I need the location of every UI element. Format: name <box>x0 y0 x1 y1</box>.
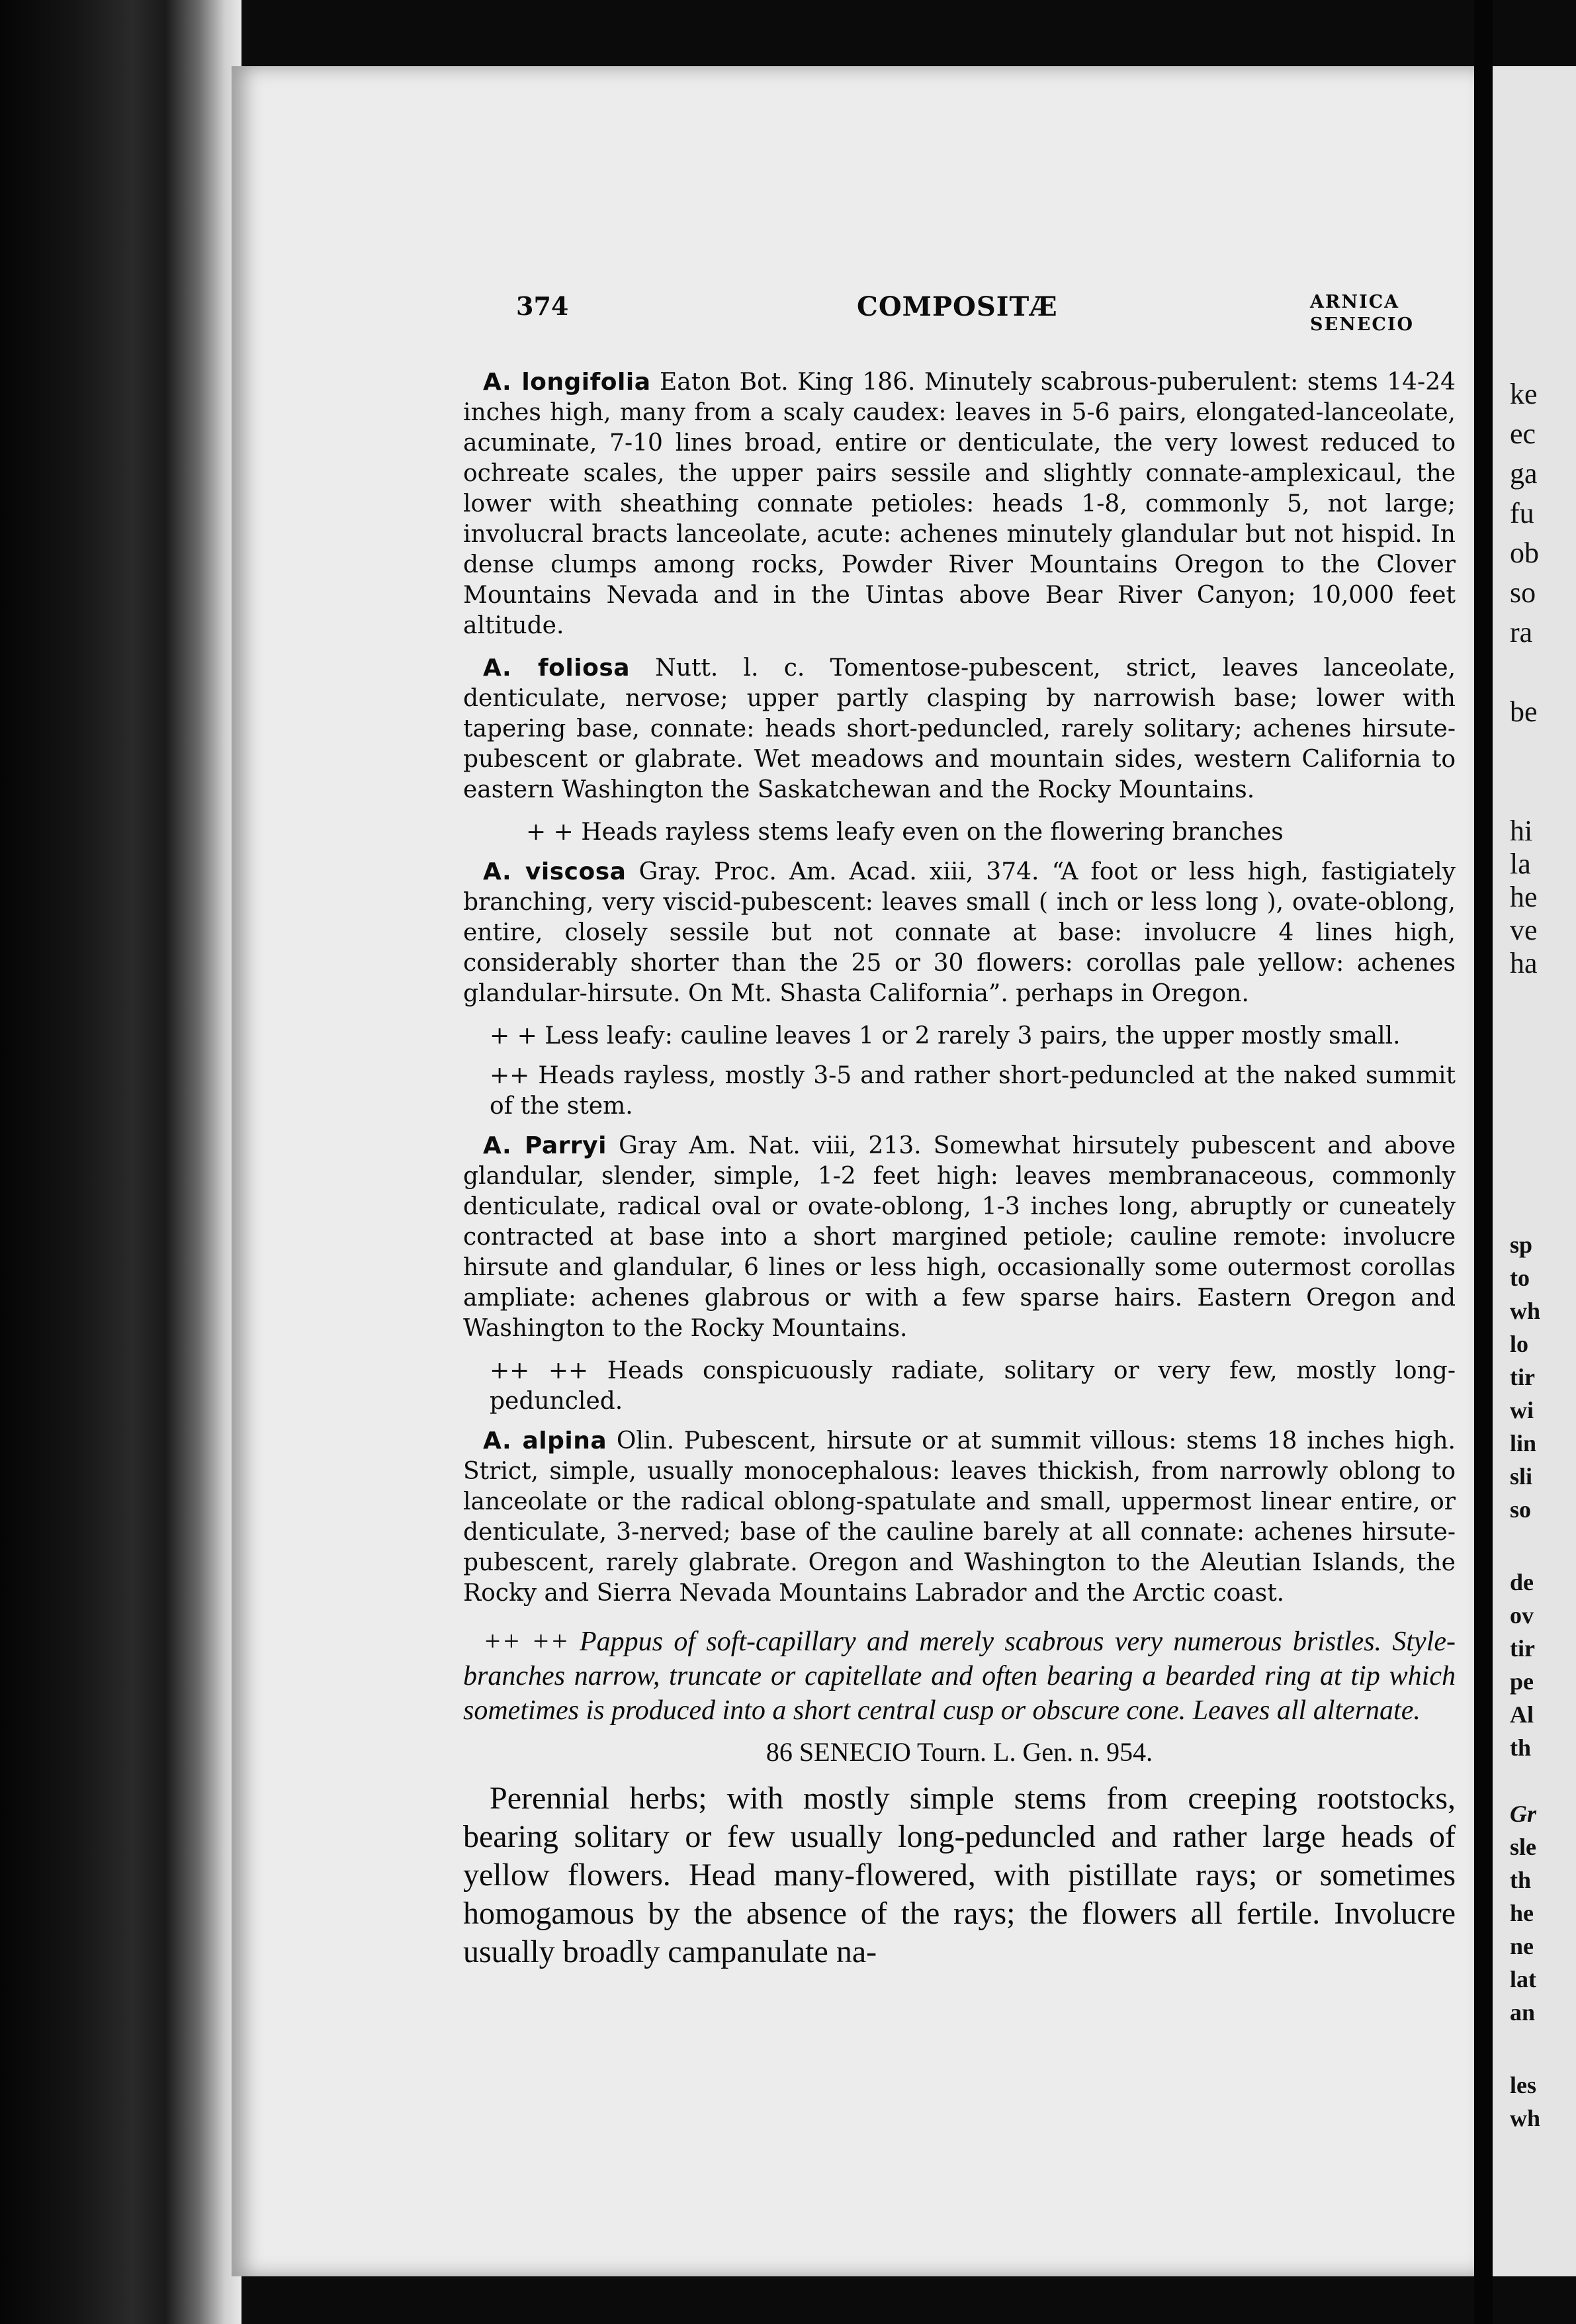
fragment: lat <box>1510 1966 1536 1992</box>
fragment: an <box>1510 1999 1536 2026</box>
fragment: ke <box>1510 378 1538 410</box>
fragment: he <box>1510 1900 1534 1926</box>
book-binding-shadow <box>0 0 241 2324</box>
fragment: wh <box>1510 1298 1541 1324</box>
species-entry-viscosa <box>463 857 1456 1009</box>
fragment: to <box>1510 1265 1530 1291</box>
fragment: wi <box>1510 1397 1534 1423</box>
fragment: ra <box>1510 616 1533 648</box>
fragment: lo <box>1510 1331 1529 1357</box>
key-heading: ++ ++ Heads conspicuously radiate, solitary or very few, mostly long-peduncled. <box>490 1357 1456 1415</box>
species-description: Olin. Pubescent, hirsute or at summit villous: stems 18 inches high. Strict, simple, usually monocephalous: leaves thickish, from narrowly oblong to lanceolate or the radical oblong-spatulate and small, uppermost linear entire, or denticulate, 3-nerved; base of the cauline barely at all connate: achenes hirsute-pubescent, rarely glabrate. Oregon and Washington to the Aleutian Islands, the Rocky and Sierra Nevada Mountains Labrador and the Arctic coast. <box>463 1427 1456 1607</box>
fragment: de <box>1510 1569 1534 1595</box>
species-description: Gray Am. Nat. viii, 213. Somewhat hirsutely pubescent and above glandular, slender, simple, 1-2 feet high: leaves membranaceous, commonly denticulate, radical oval or ovate-oblong, 1-3 inches long, abruptly or cuneately contracted at base into a short margined petiole; cauline remote: involucre hirsute and glandular, 6 lines or less high, occasionally some outermost corollas ampliate: achenes glabrous or with a few sparse hairs. Eastern Oregon and Washington to the Rocky Mountains. <box>463 1132 1456 1342</box>
fragment: ov <box>1510 1602 1534 1629</box>
adjacent-page-edge <box>1493 66 1576 2276</box>
running-head <box>1310 291 1429 336</box>
page-number: 374 <box>516 291 569 321</box>
species-name: A. viscosa <box>483 858 627 885</box>
key-heading: ++ Heads rayless, mostly 3-5 and rather short-peduncled at the naked summit of the stem. <box>490 1062 1456 1120</box>
species-name: A. foliosa <box>483 654 631 682</box>
fragment: tir <box>1510 1364 1535 1390</box>
species-description: Nutt. l. c. Tomentose-pubescent, strict, leaves lanceolate, denticulate, nervose; upper partly clasping by narrowish base; lower with tapering base, connate: heads short-peduncled, rarely solitary; achenes hirsute-pubescent or glabrate. Wet meadows and mountain sides, western California to eastern Washington the Saskatchewan and the Rocky Mountains. <box>463 654 1456 803</box>
fragment: ve <box>1510 914 1538 946</box>
species-entry-foliosa <box>463 653 1456 805</box>
genus-heading: 86 SENECIO Tourn. L. Gen. n. 954. <box>766 1737 1153 1767</box>
fragment: sle <box>1510 1834 1536 1860</box>
fragment: th <box>1510 1867 1532 1893</box>
fragment: sli <box>1510 1463 1533 1490</box>
fragment: Al <box>1510 1701 1534 1728</box>
fragment: wh <box>1510 2105 1541 2131</box>
fragment: ha <box>1510 947 1538 979</box>
fragment: fu <box>1510 497 1534 529</box>
fragment: so <box>1510 576 1536 609</box>
fragment: ne <box>1510 1933 1534 1959</box>
fragment: les <box>1510 2072 1536 2098</box>
running-head-line: ARNICA <box>1310 292 1400 312</box>
species-entry-parryi <box>463 1131 1456 1344</box>
species-description: Gray. Proc. Am. Acad. xiii, 374. “A foot or less high, fastigiately branching, very viscid-pubescent: leaves small ( inch or less long ), ovate-oblong, entire, closely sessile but not connate at base: involucre 4 lines high, considerably shorter than the 25 or 30 flowers: corollas pale yellow: achenes glandular-hirsute. On Mt. Shasta California”. perhaps in Oregon. <box>463 858 1456 1007</box>
genus-description: Perennial herbs; with mostly simple stems from creeping rootstocks, bearing solitary or few usually long-peduncled and rather large heads of yellow flowers. Head many-flowered, with pistillate rays; or sometimes homogamous by the absence of the rays; the flowers all fertile. Involucre usually broadly campanulate na- <box>463 1781 1456 1969</box>
fragment: be <box>1510 695 1538 728</box>
species-name: A. Parryi <box>483 1132 607 1159</box>
page-gutter <box>1474 0 1493 2324</box>
key-heading: + + Less leafy: cauline leaves 1 or 2 rarely 3 pairs, the upper mostly small. <box>490 1022 1401 1050</box>
fragment: lin <box>1510 1430 1537 1456</box>
fragment: ec <box>1510 418 1536 450</box>
fragment: so <box>1510 1496 1532 1523</box>
species-name: A. alpina <box>483 1427 607 1454</box>
fragment: la <box>1510 848 1531 880</box>
fragment: sp <box>1510 1231 1533 1258</box>
fragment: he <box>1510 881 1538 913</box>
fragment: ga <box>1510 457 1538 490</box>
key-heading: + + Heads rayless stems leafy even on the flowering branches <box>526 819 1284 846</box>
fragment: pe <box>1510 1668 1534 1695</box>
species-description: Eaton Bot. King 186. Minutely scabrous-puberulent: stems 14-24 inches high, many from a scaly caudex: leaves in 5-6 pairs, elongated-lanceolate, acuminate, 7-10 lines broad, entire or denticulate, the very lowest reduced to ochreate scales, the upper pairs sessile and slightly connate-amplexicaul, the lower with sheathing connate petioles: heads 1-8, commonly 5, not large; involucral bracts lanceolate, acute: achenes minutely glandular but not hispid. In dense clumps among rocks, Powder River Mountains Oregon to the Clover Mountains Nevada and in the Uintas above Bear River Canyon; 10,000 feet altitude. <box>463 369 1456 639</box>
species-entry-alpina <box>463 1426 1456 1609</box>
page-body <box>463 367 1456 2003</box>
fragment: ob <box>1510 537 1539 569</box>
fragment: hi <box>1510 815 1533 847</box>
page-title: COMPOSITÆ <box>857 291 1058 322</box>
fragment: Gr <box>1510 1801 1537 1827</box>
fragment: tir <box>1510 1635 1535 1662</box>
species-entry-longifolia <box>463 367 1456 641</box>
species-name: A. longifolia <box>483 369 651 396</box>
key-heading-italic: ++ ++ Pappus of soft-capillary and merely scabrous very numerous bristles. Style-branches narrow, truncate or capitellate and often bearing a bearded ring at tip which sometimes is produced into a short central cusp or obscure cone. Leaves all alternate. <box>463 1627 1456 1726</box>
running-head-line: SENECIO <box>1310 314 1414 335</box>
fragment: th <box>1510 1734 1532 1761</box>
